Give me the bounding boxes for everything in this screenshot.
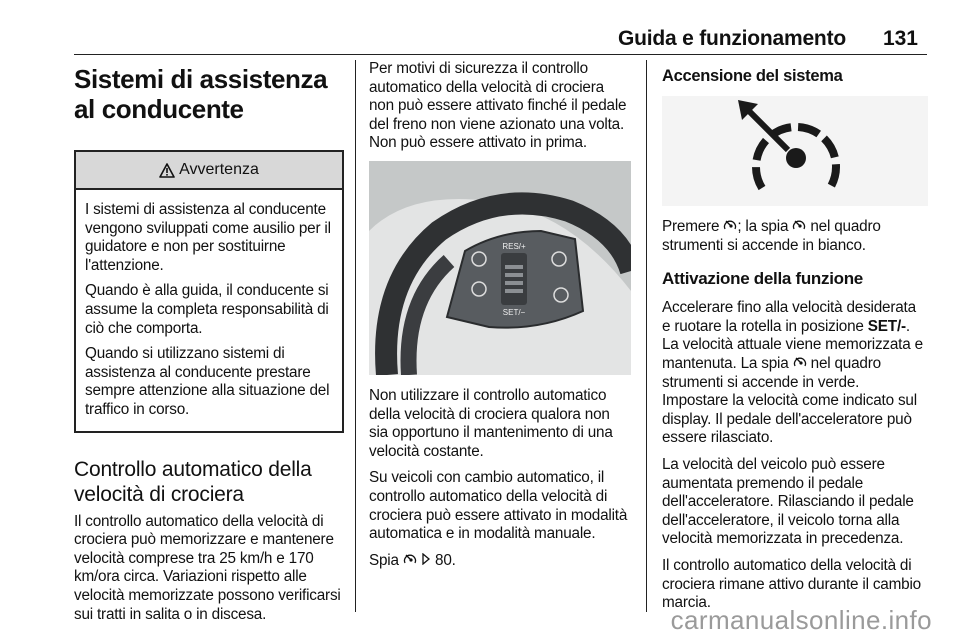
section-title: Sistemi di assistenza al conducente: [74, 64, 328, 124]
usage-paragraph: Non utilizzare il controllo automatico della velocità di crociera qualora non sia opportuno il mantenimento di una velocità costante.: [369, 386, 613, 460]
header-rule: [74, 54, 927, 55]
cruise-control-symbol-figure: [662, 96, 928, 206]
column-right: [662, 60, 928, 621]
warning-triangle-icon: [159, 163, 175, 178]
switch-on-text-c: nel quadro strumenti si accende in bianco.: [662, 218, 881, 254]
subhead-activation: Attivazione della funzione: [662, 269, 863, 289]
warning-box: [74, 150, 344, 433]
set-label: SET/−: [502, 307, 526, 317]
switch-on-text-b: ; la spia: [737, 218, 789, 235]
cruise-control-icon: [403, 553, 417, 565]
reference-line: [369, 552, 631, 571]
switch-on-paragraph: [662, 218, 928, 255]
warning-header: [76, 152, 342, 190]
page-number: 131: [882, 27, 918, 50]
activation-text-a: Accelerare fino alla velocità desiderata e ruotare la rotella in posizione: [662, 299, 916, 335]
page-header: [0, 0, 960, 52]
page-reference-arrow-icon: [421, 553, 431, 565]
column-left: [74, 60, 344, 632]
cruise-control-paragraph: Il controllo automatico della velocità di crociera può memorizzare e mantenere velocità comprese tra 25 km/h e 170 km/ora circa. Variazioni rispetto alle velocità memorizzate possono verificarsi sui tratti in salita o in discesa.: [74, 512, 341, 623]
cruise-control-icon: [723, 219, 737, 231]
warning-paragraph: Quando è alla guida, il conducente si assume la completa responsabilità di ciò che comporta.: [85, 282, 329, 337]
activation-text-c: nel quadro strumenti si accende in verde. Impostare la velocità come indicato sul display. Il pedale dell'acceleratore può essere rilasciato.: [662, 354, 917, 447]
subhead-switch-on: Accensione del sistema: [662, 67, 843, 85]
warning-paragraph: Quando si utilizzano sistemi di assistenza al conducente prestare sempre attenzione alla situazione del traffico in corso.: [85, 345, 330, 418]
column-divider: [646, 60, 647, 612]
activation-text-b: . La velocità attuale viene memorizzata e mantenuta. La spia: [662, 317, 923, 372]
running-title: Guida e funzionamento: [618, 27, 846, 50]
warning-body: [76, 190, 342, 431]
set-minus-label: SET/-: [867, 317, 906, 335]
cruise-control-title: Controllo automatico della velocità di crociera: [74, 457, 312, 506]
steering-wheel-photo: [369, 161, 631, 375]
acceleration-paragraph: La velocità del veicolo può essere aumentata premendo il pedale dell'acceleratore. Rilasciando il pedale dell'acceleratore, il veicolo torna alla velocità memorizzata in precedenza.: [662, 455, 914, 548]
reference-prefix: Spia: [369, 551, 399, 569]
watermark: carmanualsonline.info: [670, 605, 932, 635]
activation-paragraph: [662, 299, 928, 448]
res-label: RES/+: [502, 241, 526, 251]
switch-on-text-a: Premere: [662, 218, 720, 235]
safety-paragraph: Per motivi di sicurezza il controllo automatico della velocità di crociera non può essere attivato finché il pedale del freno non viene azionato una volta. Non può essere attivato in prima.: [369, 60, 627, 152]
warning-title: Avvertenza: [179, 161, 259, 178]
column-middle: [369, 60, 631, 578]
cruise-control-icon: [793, 356, 807, 368]
cruise-control-icon: [792, 219, 806, 231]
automatic-gearbox-paragraph: Su veicoli con cambio automatico, il controllo automatico della velocità di crociera può essere attivato in modalità automatica e in modalità manuale.: [369, 469, 628, 543]
gear-change-paragraph: Il controllo automatico della velocità di crociera rimane attivo durante il cambio marcia.: [662, 556, 921, 612]
column-divider: [355, 60, 356, 612]
warning-paragraph: I sistemi di assistenza al conducente vengono sviluppati come ausilio per il guidatore e non per sostituirne l'attenzione.: [85, 201, 331, 274]
reference-page: 80.: [435, 551, 456, 569]
